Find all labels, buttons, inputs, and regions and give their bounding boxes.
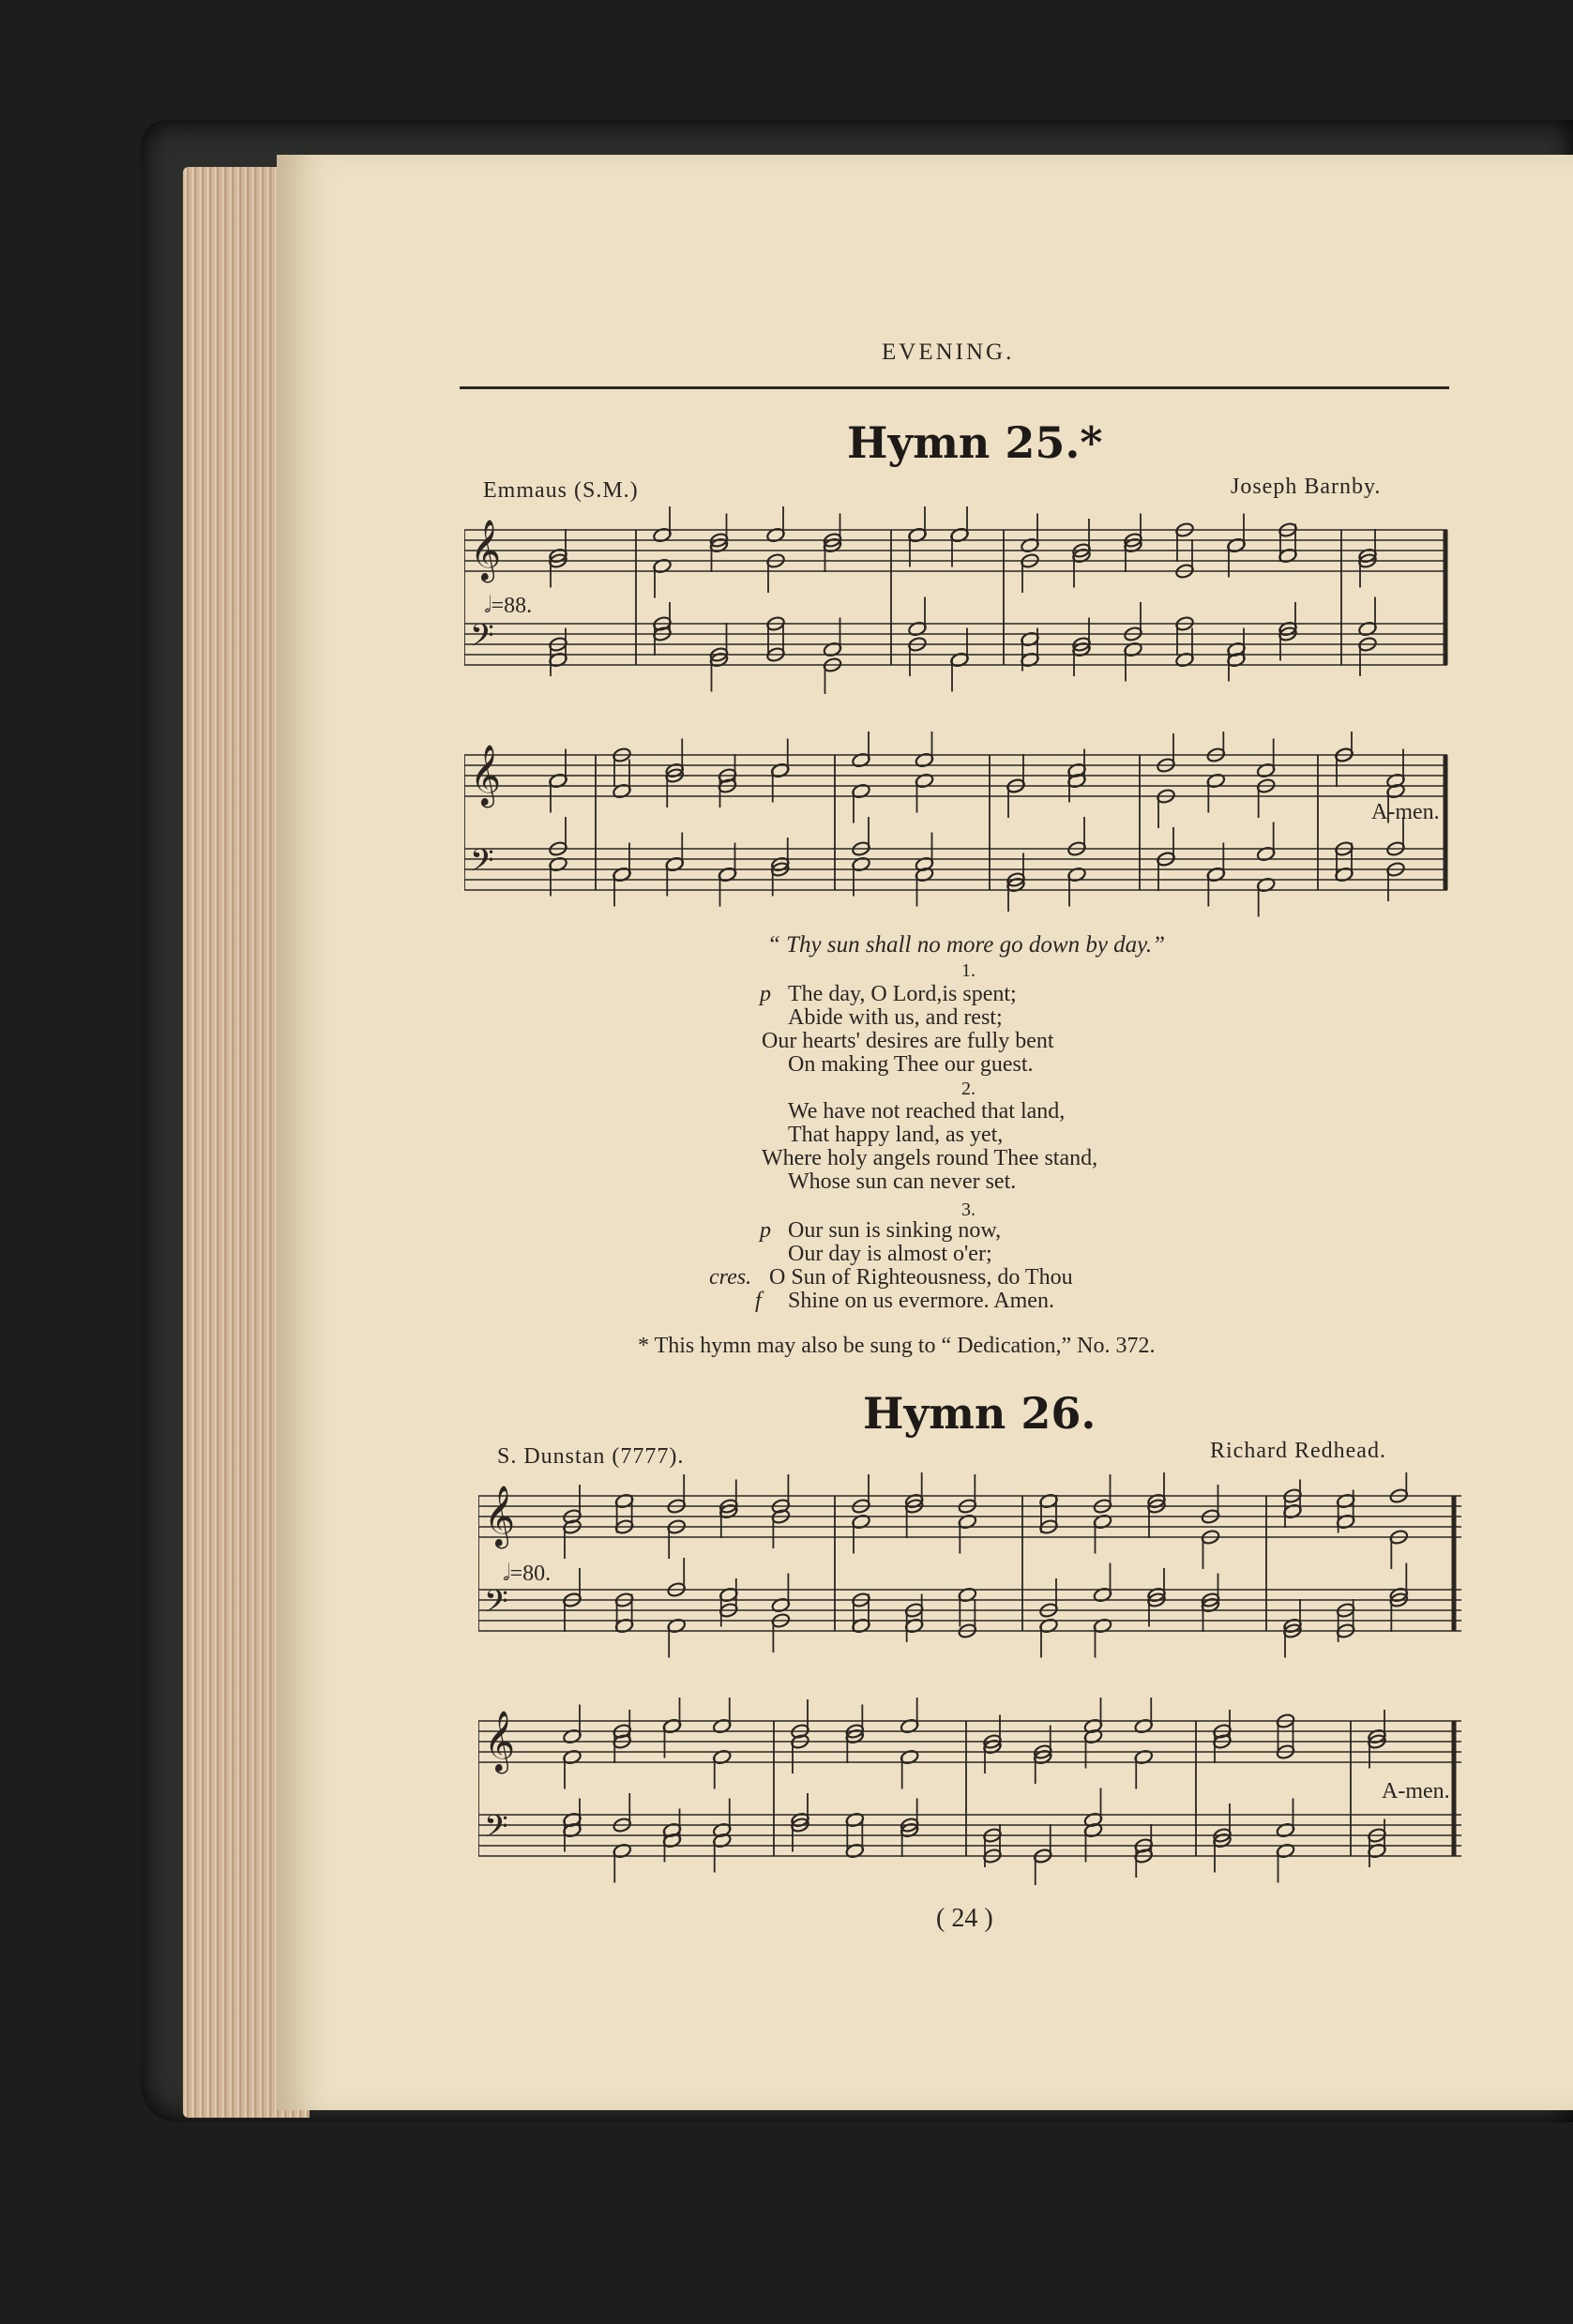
- dynamic-mark: p: [760, 982, 771, 1006]
- verse-line: Shine on us evermore. Amen.: [788, 1289, 1054, 1313]
- verse-line: We have not reached that land,: [788, 1099, 1066, 1124]
- hymn-25-tune: Emmaus (S.M.): [483, 478, 639, 503]
- verse-line: Our sun is sinking now,: [788, 1218, 1002, 1243]
- hymn-25-footnote: * This hymn may also be sung to “ Dedication,” No. 372.: [638, 1334, 1156, 1358]
- verse-number: 2.: [961, 1079, 976, 1099]
- dynamic-mark: cres.: [709, 1265, 752, 1290]
- hymn-25-system-2: [464, 732, 1459, 919]
- verse-line: Whose sun can never set.: [788, 1170, 1017, 1194]
- hymn-26-tempo: 𝅗𝅥=80.: [503, 1562, 552, 1586]
- verse-line: Our day is almost o'er;: [788, 1242, 992, 1266]
- hymn-26-tune: S. Dunstan (7777).: [497, 1444, 685, 1469]
- hymn-25-amen: A-men.: [1371, 800, 1440, 824]
- verse-number: 3.: [961, 1200, 976, 1220]
- verse-number: 1.: [961, 960, 976, 981]
- verse-line: The day, O Lord,is spent;: [788, 982, 1017, 1006]
- dynamic-mark: f: [755, 1289, 762, 1313]
- page-number: ( 24 ): [936, 1904, 993, 1933]
- verse-line: That happy land, as yet,: [788, 1123, 1004, 1147]
- verse-line: Our hearts' desires are fully bent: [762, 1029, 1054, 1053]
- hymn-25-epigraph: “ Thy sun shall no more go down by day.”: [766, 932, 1166, 958]
- bass-clef: 𝄢: [484, 1809, 508, 1852]
- hymn-26-system-1: [478, 1472, 1473, 1660]
- hymn-26-system-2: [478, 1698, 1473, 1885]
- hymn-26-title: Hymn 26.: [863, 1388, 1097, 1439]
- bass-clef: 𝄢: [470, 843, 494, 886]
- hymn-26-composer: Richard Redhead.: [1210, 1439, 1386, 1463]
- hymn-25-composer: Joseph Barnby.: [1231, 475, 1382, 499]
- bass-clef: 𝄢: [484, 1584, 508, 1627]
- treble-clef: 𝄞: [484, 1711, 516, 1772]
- header-rule: [460, 386, 1449, 389]
- hymn-25-tempo: 𝅗𝅥=88.: [484, 594, 533, 618]
- bass-clef: 𝄢: [470, 618, 494, 661]
- verse-line: Where holy angels round Thee stand,: [762, 1146, 1098, 1170]
- verse-line: O Sun of Righteousness, do Thou: [769, 1265, 1073, 1290]
- dynamic-mark: p: [760, 1218, 771, 1243]
- hymn-25-system-1: [464, 506, 1459, 694]
- running-title: EVENING.: [882, 340, 1015, 365]
- treble-clef: 𝄞: [470, 520, 502, 581]
- treble-clef: 𝄞: [470, 745, 502, 806]
- hymn-26-amen: A-men.: [1382, 1779, 1450, 1803]
- verse-line: On making Thee our guest.: [788, 1052, 1034, 1077]
- treble-clef: 𝄞: [484, 1486, 516, 1547]
- hymn-25-title: Hymn 25.*: [847, 417, 1103, 468]
- verse-line: Abide with us, and rest;: [788, 1005, 1003, 1030]
